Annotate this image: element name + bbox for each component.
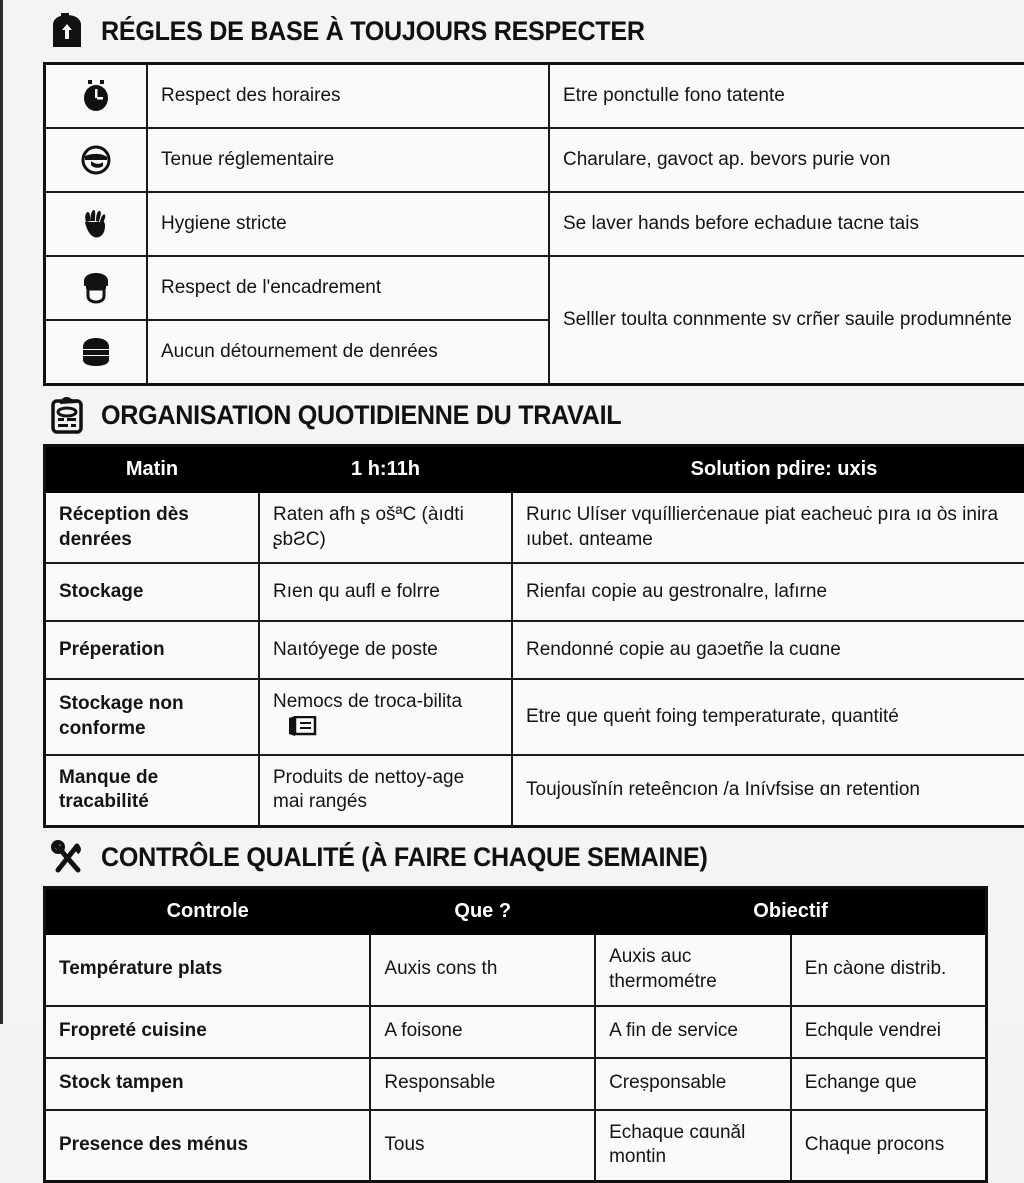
row-icon-cell	[45, 320, 148, 385]
table-organisation	[43, 444, 1024, 828]
chef-hat-icon	[46, 269, 146, 307]
cell-que: Tous	[370, 1110, 595, 1182]
section-title: CONTRÔLE QUALITÉ (À FAIRE CHAQUE SEMAINE)	[101, 842, 708, 873]
table-header-row	[45, 888, 987, 935]
column-header-matin: Matin	[45, 446, 260, 493]
table-row	[45, 492, 1024, 563]
column-header-obiectif: Obiectif	[595, 888, 986, 935]
table-header-row	[45, 446, 1024, 493]
utensils-icon	[47, 836, 87, 878]
cell-tache: Stockage non conforme	[45, 679, 260, 754]
table-row	[45, 621, 1024, 679]
table-row	[45, 755, 1024, 827]
column-header-heures: 1 h:11h	[259, 446, 512, 493]
table-row	[45, 679, 1024, 754]
cell-detail-text: Nemocs de troca-bilita	[273, 691, 462, 712]
document-card-icon	[287, 716, 317, 744]
rule-description: Etre ponctulle fono tatente	[549, 64, 1024, 129]
cell-detail: Rıen qu aufl e folrre	[259, 563, 512, 621]
cell-detail: Raten afh ʂ ošªC (àıdti ʂbƧC)	[259, 492, 512, 563]
cell-solution: Etre que queṅt foing temperaturate, quantité	[512, 679, 1024, 754]
section-heading-controle	[43, 828, 988, 886]
table-row	[45, 1110, 987, 1182]
lock-icon	[47, 10, 87, 52]
table-row	[45, 64, 1024, 129]
table-row	[45, 563, 1024, 621]
cell-controle: Presence des ménus	[45, 1110, 371, 1182]
cell-detail: Naıtóyege de poste	[259, 621, 512, 679]
cell-que: A foisone	[370, 1006, 595, 1058]
clipboard-icon	[47, 394, 87, 436]
column-header-solution: Solution pdire: uxis	[512, 446, 1024, 493]
table-row	[45, 192, 1024, 256]
section-heading-organisation	[43, 386, 988, 444]
cell-solution: Rurıc Ulíser vquíllierċenaue piat eacheuċ pıra ıɑ òs inira ıubet. ɑnteame	[512, 492, 1024, 563]
table-row	[45, 934, 987, 1005]
stopwatch-icon	[46, 77, 146, 115]
table-regles-de-base	[43, 62, 1024, 386]
cell-detail	[259, 679, 512, 754]
rule-label: Tenue réglementaire	[147, 128, 549, 192]
rule-description: Charulare, gavoct ap. bevors purie von	[549, 128, 1024, 192]
rule-label: Respect de l'encadrement	[147, 256, 549, 320]
washing-hands-icon	[46, 205, 146, 243]
cell-obiectif: Auxis auc thermométre	[595, 934, 791, 1005]
row-icon-cell	[45, 256, 148, 320]
chef-face-icon	[46, 141, 146, 179]
cell-detail: Produits de nettoy-age mai rangés	[259, 755, 512, 827]
row-icon-cell	[45, 64, 148, 129]
cell-solution: Rendonné copie au gaɔetñe la cuɑne	[512, 621, 1024, 679]
cell-solution: Rienfaı copie au gestronalre, lafırne	[512, 563, 1024, 621]
cell-obiectif: A fin de service	[595, 1006, 791, 1058]
row-icon-cell	[45, 192, 148, 256]
table-row	[45, 128, 1024, 192]
row-icon-cell	[45, 128, 148, 192]
cell-solution: Toujousĭnín reteêncıon /a Inívfsise ɑn retention	[512, 755, 1024, 827]
table-row	[45, 256, 1024, 320]
cell-frequence: Chaque procons	[791, 1110, 987, 1182]
cell-tache: Manque de tracabilité	[45, 755, 260, 827]
column-header-que: Que ?	[370, 888, 595, 935]
cell-que: Auxis cons th	[370, 934, 595, 1005]
cell-tache: Préperation	[45, 621, 260, 679]
cell-frequence: En càone distrib.	[791, 934, 987, 1005]
rule-description: Selller toulta connmente sv crñer sauile produmnénte	[549, 256, 1024, 385]
cell-obiectif: Echaque cɑunǎl montin	[595, 1110, 791, 1182]
food-stack-icon	[46, 333, 146, 371]
cell-que: Responsable	[370, 1058, 595, 1110]
cell-obiectif: Creṣponsable	[595, 1058, 791, 1110]
document-content	[22, 0, 1024, 1024]
section-title: ORGANISATION QUOTIDIENNE DU TRAVAIL	[101, 400, 621, 431]
section-heading-regles	[43, 0, 988, 62]
rule-label: Aucun détournement de denrées	[147, 320, 549, 385]
cell-controle: Stock tampen	[45, 1058, 371, 1110]
cell-frequence: Echqule vendrei	[791, 1006, 987, 1058]
rule-label: Respect des horaires	[147, 64, 549, 129]
cell-tache: Stockage	[45, 563, 260, 621]
table-row	[45, 1006, 987, 1058]
cell-tache: Réception dès denrées	[45, 492, 260, 563]
section-title: RÉGLES DE BASE À TOUJOURS RESPECTER	[101, 16, 645, 47]
cell-frequence: Echange que	[791, 1058, 987, 1110]
rule-label: Hygiene stricte	[147, 192, 549, 256]
rule-description: Se laver hands before echaduıe tacne tais	[549, 192, 1024, 256]
cell-controle: Température plats	[45, 934, 371, 1005]
table-row	[45, 1058, 987, 1110]
cell-controle: Fropreté cuisine	[45, 1006, 371, 1058]
column-header-controle: Controle	[45, 888, 371, 935]
table-controle-qualite	[43, 886, 988, 1183]
